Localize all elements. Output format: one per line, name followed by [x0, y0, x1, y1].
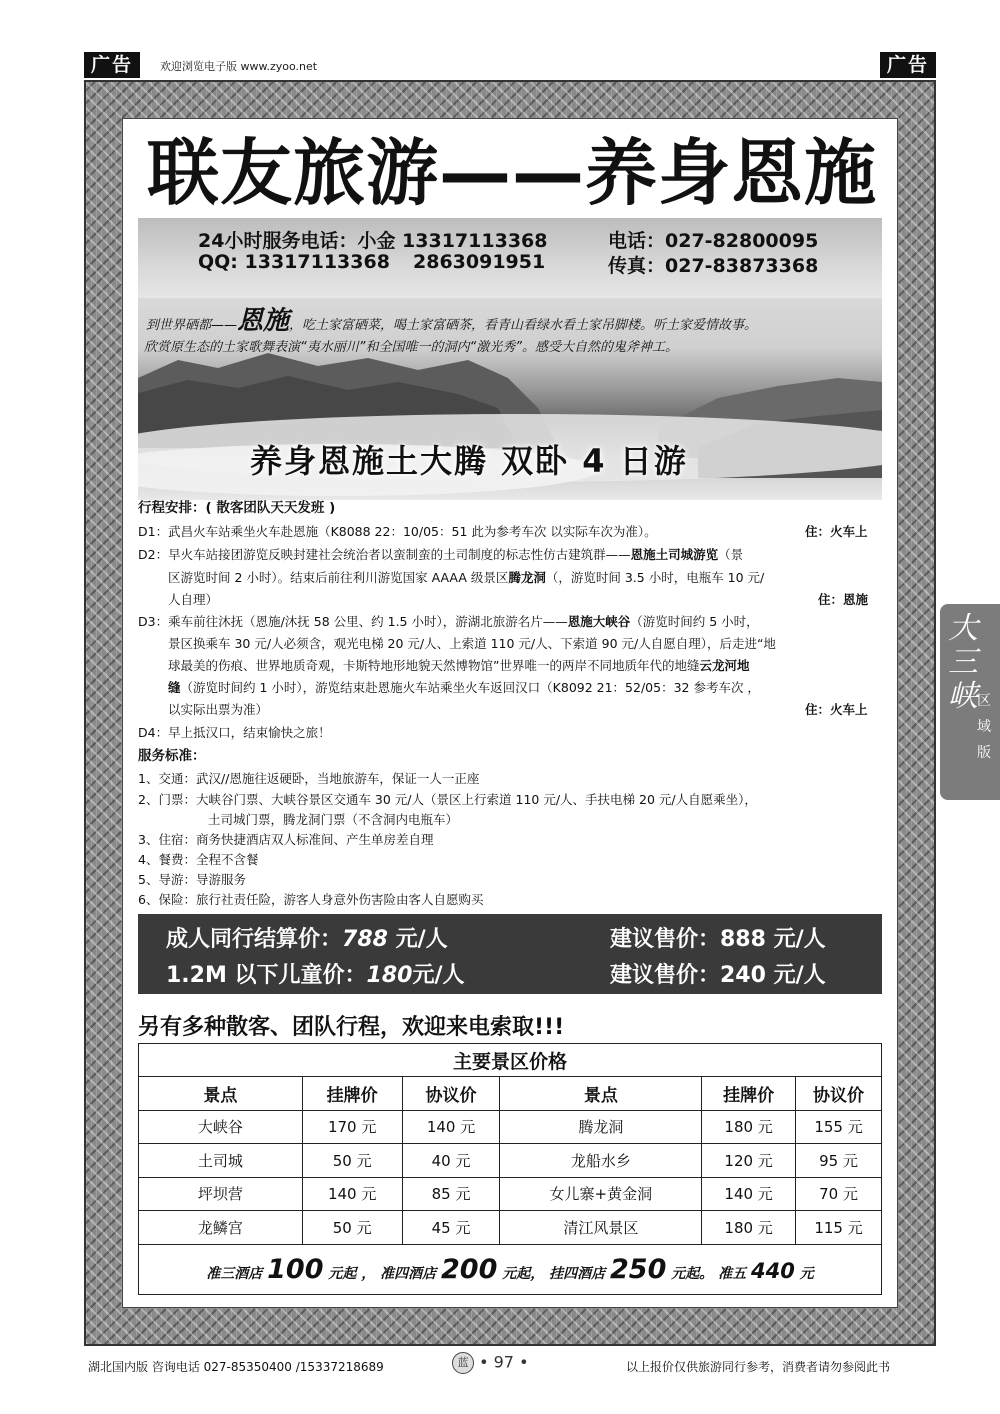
cell: 140 元 — [302, 1177, 402, 1211]
tour-subtitle: 养身恩施土大腾 双卧 4 日游 — [250, 442, 688, 480]
itinerary-d1: D1：武昌火车站乘坐火车赴恩施（K8088 22：10/05：51 此为参考车次 以实际车次为准）。 — [138, 524, 657, 539]
cell: 50 元 — [302, 1211, 402, 1245]
d2-line2-bold: 腾龙洞 — [508, 570, 546, 585]
itinerary-d3-line4 — [168, 678, 760, 698]
hotel-prices — [139, 1244, 882, 1294]
d2-line2-text: 区游览时间 2 小时）。结束后前往利川游览国家 AAAA 级景区 — [168, 570, 509, 585]
phone: 电话：027-82800095 — [608, 230, 819, 252]
col-header: 协议价 — [402, 1077, 500, 1111]
service-item: 5、导游：导游服务 — [138, 872, 246, 887]
ad-tag-right: 广告 — [880, 52, 936, 78]
itinerary-d3-stay: 住：火车上 — [805, 702, 868, 717]
hotel-unit: 元起， — [502, 1265, 545, 1282]
itinerary-d2-line2 — [168, 568, 764, 588]
cell: 95 元 — [796, 1144, 882, 1178]
cell: 70 元 — [796, 1177, 882, 1211]
adult-price-unit: 元/人 — [387, 927, 448, 952]
cell: 45 元 — [402, 1211, 500, 1245]
hotline: 24小时服务电话：小金 13317113368 — [198, 230, 548, 252]
d2-line1-text: D2：早火车站接团游览反映封建社会统治者以蛮制蛮的土司制度的标志性仿古建筑群—— — [138, 547, 631, 562]
d2-line1-tail: （景 — [718, 547, 744, 562]
service-item: 3、住宿：商务快捷酒店双人标准间、产生单房差自理 — [138, 832, 434, 847]
itinerary-d3-line2: 景区换乘车 30 元/人必须含，观光电梯 20 元/人、上索道 110 元/人、下索道 90 元/人自愿自理），后走进“地 — [168, 636, 776, 651]
adult-price-label: 成人同行结算价： — [166, 927, 343, 952]
itinerary-d2-stay: 住：恩施 — [818, 592, 869, 607]
service-item: 6、保险：旅行社责任险，游客人身意外伤害险由客人自愿购买 — [138, 892, 484, 907]
qq-2: 2863091951 — [413, 251, 546, 273]
itinerary-d3-line5: 以实际出票为准） — [168, 702, 269, 717]
intro-line-1 — [146, 300, 757, 337]
itinerary-heading: 行程安排：( 散客团队天天发班 ) — [138, 500, 336, 516]
d3-line3-bold: 云龙河地 — [699, 658, 750, 673]
footer-contact: 湖北国内版 咨询电话 027-85350400 /15337218689 — [88, 1360, 384, 1374]
hotel-price: 440 — [751, 1258, 795, 1283]
cell: 大峡谷 — [139, 1110, 303, 1144]
table-row — [139, 1211, 882, 1245]
adult-price-value: 788 — [342, 927, 388, 952]
cell: 40 元 — [402, 1144, 500, 1178]
intro-line-1-post: ，吃土家富硒菜，喝土家富硒茶，看青山看绿水看土家吊脚楼。听土家爱情故事。 — [289, 318, 758, 333]
d3-line1-text: D3：乘车前往沐抚（恩施/沐抚 58 公里、约 1.5 小时），游湖北旅游名片—— — [138, 614, 568, 629]
hotel-price: 200 — [441, 1253, 498, 1285]
page-number — [452, 1352, 529, 1374]
table-row — [139, 1177, 882, 1211]
cell: 85 元 — [402, 1177, 500, 1211]
main-title: 联友旅游——养身恩施 — [147, 131, 878, 215]
edition-badge-icon: 蓝 — [452, 1352, 474, 1374]
intro-highlight-enshi: 恩施 — [237, 306, 290, 336]
intro-line-2: 欣赏原生态的土家歌舞表演“夷水丽川”和全国唯一的洞内“激光秀”。感受大自然的鬼斧神工。 — [144, 340, 678, 355]
itinerary-d4: D4：早上抵汉口，结束愉快之旅！ — [138, 725, 331, 740]
intro-line-1-pre: 到世界硒都—— — [146, 318, 238, 333]
col-header: 协议价 — [796, 1077, 882, 1111]
d2-line1-bold: 恩施土司城游览 — [630, 547, 719, 562]
cell: 170 元 — [302, 1110, 402, 1144]
cell: 180 元 — [702, 1211, 796, 1245]
itinerary-d1-stay: 住：火车上 — [805, 524, 868, 539]
col-header: 景点 — [500, 1077, 702, 1111]
table-header-row — [139, 1077, 882, 1111]
fax: 传真：027-83873368 — [608, 255, 819, 277]
edition-label: 区域版 — [977, 693, 991, 761]
adult-suggested-price: 建议售价：888 元/人 — [610, 927, 826, 952]
child-price-label: 1.2M 以下儿童价： — [166, 963, 367, 988]
cell: 115 元 — [796, 1211, 882, 1245]
cell: 腾龙洞 — [500, 1110, 702, 1144]
d3-line4-text: （游览时间约 1 小时），游览结束赴恩施火车站乘坐火车返回汉口（K8092 21：52/05：32 参考车次 ， — [180, 680, 760, 695]
adult-price — [166, 922, 448, 953]
cell: 龙船水乡 — [500, 1144, 702, 1178]
col-header: 景点 — [139, 1077, 303, 1111]
col-header: 挂牌价 — [302, 1077, 402, 1111]
table-caption: 主要景区价格 — [139, 1044, 882, 1077]
cell: 坪坝营 — [139, 1177, 303, 1211]
child-suggested-price: 建议售价：240 元/人 — [610, 963, 826, 988]
child-price-value: 180 — [366, 963, 413, 988]
table-row — [139, 1144, 882, 1178]
qq: QQ: 13317113368 — [198, 251, 390, 273]
hotel-type: 准三酒店 — [206, 1265, 263, 1282]
cell: 180 元 — [702, 1110, 796, 1144]
cell: 50 元 — [302, 1144, 402, 1178]
itinerary-d3-line1 — [138, 612, 759, 632]
table-caption-row — [139, 1044, 882, 1077]
d2-line2-tail: （，游览时间 3.5 小时，电瓶车 10 元/ — [545, 570, 765, 585]
region-name: 大三峡 — [948, 611, 978, 714]
service-heading: 服务标准： — [138, 748, 206, 764]
d3-line4-bold: 缝 — [168, 680, 181, 695]
cell: 清江风景区 — [500, 1211, 702, 1245]
hotel-unit: 元起。 — [671, 1265, 714, 1282]
hotel-price: 250 — [610, 1253, 667, 1285]
table-row — [139, 1110, 882, 1144]
ad-tag-left: 广告 — [84, 52, 140, 78]
site-url[interactable]: 欢迎浏览电子版 www.zyoo.net — [160, 60, 318, 73]
service-item: 土司城门票，腾龙洞门票（不含洞内电瓶车） — [208, 812, 459, 827]
d3-line1-tail: （游览时间约 5 小时， — [630, 614, 759, 629]
region-edition-tab[interactable] — [940, 604, 1000, 800]
cell: 龙鳞宫 — [139, 1211, 303, 1245]
cell: 120 元 — [702, 1144, 796, 1178]
cell: 155 元 — [796, 1110, 882, 1144]
hotel-unit: 元起 ， — [328, 1265, 376, 1282]
itinerary-d2-line1 — [138, 545, 743, 565]
scenic-price-table — [138, 1043, 882, 1295]
service-item: 2、门票：大峡谷门票、大峡谷景区交通车 30 元/人（景区上行索道 110 元/人、手扶电梯 20 元/人自愿乘坐）， — [138, 792, 757, 807]
d3-line1-bold: 恩施大峡谷 — [567, 614, 631, 629]
page-number-text: • 97 • — [479, 1352, 529, 1372]
price-box — [138, 914, 882, 994]
service-item: 4、餐费：全程不含餐 — [138, 852, 259, 867]
itinerary-d3-line3 — [168, 656, 750, 676]
child-price-unit: 元/人 — [412, 963, 465, 988]
cell: 140 元 — [402, 1110, 500, 1144]
cell: 土司城 — [139, 1144, 303, 1178]
hotel-type: 准四酒店 — [380, 1265, 437, 1282]
service-item: 1、交通：武汉//恩施往返硬卧，当地旅游车，保证一人一正座 — [138, 771, 480, 786]
col-header: 挂牌价 — [702, 1077, 796, 1111]
hotel-unit: 元 — [799, 1265, 814, 1282]
child-price — [166, 958, 465, 989]
cell: 140 元 — [702, 1177, 796, 1211]
contact-band — [138, 218, 882, 298]
d3-line3-text: 球最美的伤痕、世界地质奇观，卡斯特地形地貌天然博物馆”世界唯一的两岸不同地质年代的地缝 — [168, 658, 700, 673]
itinerary-d2-line3: 人自理） — [168, 592, 219, 607]
footer-disclaimer: 以上报价仅供旅游同行参考，消费者请勿参阅此书 — [626, 1360, 891, 1374]
hotel-price: 100 — [267, 1253, 324, 1285]
hotel-type: 挂四酒店 — [549, 1265, 606, 1282]
more-routes-note: 另有多种散客、团队行程，欢迎来电索取!!! — [138, 1015, 565, 1040]
hotel-price-row — [139, 1244, 882, 1294]
hotel-type: 准五 — [718, 1265, 747, 1282]
cell: 女儿寨+黄金洞 — [500, 1177, 702, 1211]
